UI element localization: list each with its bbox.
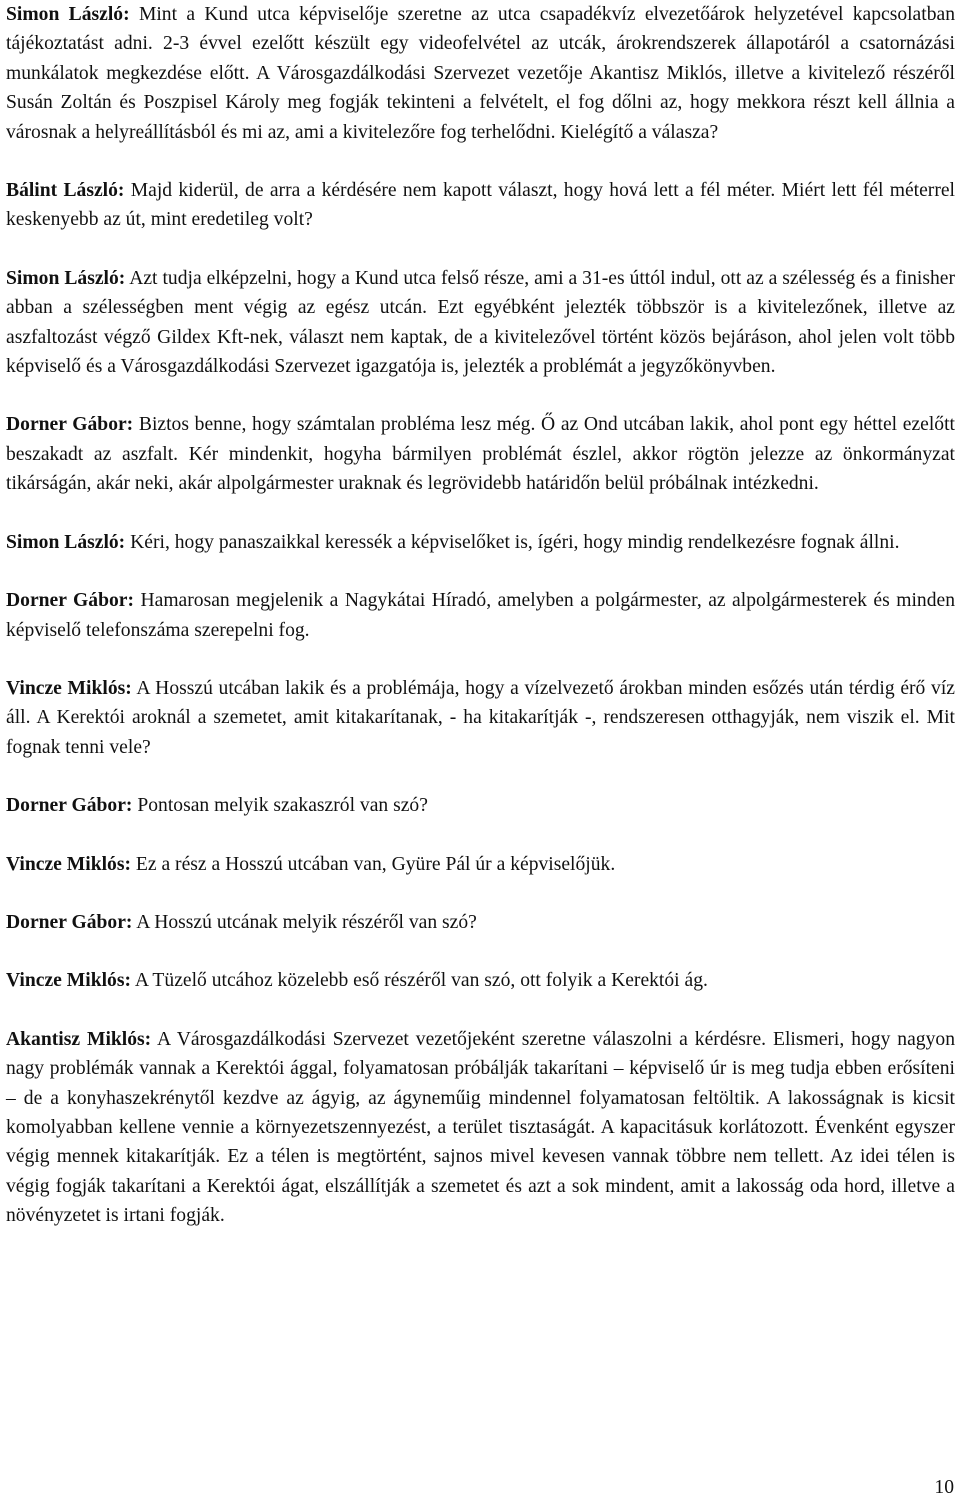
paragraph-8 bbox=[6, 791, 955, 820]
speaker-name: Dorner Gábor: bbox=[6, 795, 133, 817]
paragraph-text: Majd kiderül, de arra a kérdésére nem kapott választ, hogy hová lett a fél méter. Miért lett fél méterrel keskenyebb az út, mint eredetileg volt? bbox=[6, 180, 955, 231]
speaker-name: Vincze Miklós: bbox=[6, 970, 131, 992]
paragraph-text: Ez a rész a Hosszú utcában van, Gyüre Pál úr a képviselőjük. bbox=[135, 853, 616, 875]
paragraph-text: A Tüzelő utcához közelebb eső részéről van szó, ott folyik a Kerektói ág. bbox=[134, 970, 708, 992]
paragraph-text: Kéri, hogy panaszaikkal keressék a képviselőket is, ígéri, hogy mindig rendelkezésre fognak állni. bbox=[130, 531, 900, 553]
paragraph-11 bbox=[6, 966, 955, 995]
page-number: 10 bbox=[934, 1477, 954, 1498]
paragraph-text: A Hosszú utcában lakik és a problémája, hogy a vízelvezető árokban minden esőzés után térdig érő víz áll. A Kerektói aroknál a szemetet, amit kitakarítanak, - ha kitakarítják -, rendszeresen otthagyják, nem viszik el. Mit fognak tenni vele? bbox=[6, 677, 955, 758]
paragraph-9 bbox=[6, 850, 955, 879]
paragraph-text: Mint a Kund utca képviselője szeretne az utca csapadékvíz elvezetőárok helyzetével kapcsolatban tájékoztatást adni. 2-3 évvel ezelőtt készült egy videofelvétel az utcák, árokrendszerek állapotáról a csatornázási munkálatok megkezdése előtt. A Városgazdálkodási Szervezet vezetője Akantisz Miklós, illetve a kivitelező részéről Susán Zoltán és Poszpisel Károly meg fogják tekinteni a felvételt, el fog dőlni az, hogy mekkora részt kell állnia a városnak a helyreállításból és mi az, ami a kivitelezőre fog terhelődni. Kielégítő a válasza? bbox=[6, 4, 955, 143]
speaker-name: Vincze Miklós: bbox=[6, 853, 131, 875]
paragraph-text: Pontosan melyik szakaszról van szó? bbox=[137, 795, 428, 817]
paragraph-5 bbox=[6, 528, 955, 557]
speaker-name: Simon László: bbox=[6, 267, 126, 289]
paragraph-text: A Hosszú utcának melyik részéről van szó? bbox=[136, 911, 477, 933]
speaker-name: Dorner Gábor: bbox=[6, 414, 134, 436]
paragraph-text: Hamarosan megjelenik a Nagykátai Híradó, amelyben a polgármester, az alpolgármesterek és minden képviselő telefonszáma szerepelni fog. bbox=[6, 590, 955, 641]
paragraph-6 bbox=[6, 586, 955, 645]
speaker-name: Dorner Gábor: bbox=[6, 911, 133, 933]
paragraph-1 bbox=[6, 0, 955, 147]
document-page bbox=[6, 0, 955, 1260]
speaker-name: Vincze Miklós: bbox=[6, 677, 132, 699]
paragraph-text: Azt tudja elképzelni, hogy a Kund utca felső része, ami a 31-es úttól indul, ott az a szélesség és a finisher abban a szélességben ment végig az egész utcán. Ezt egyébként jelezték többször is a kivitelezőnek, illetve az aszfaltozást végző Gildex Kft-nek, választ nem kaptak, de a kivitelezővel történt közös bejáráson, ahol jelen volt több képviselő és a Városgazdálkodási Szervezet igazgatója is, jelezték a problémát a jegyzőkönyvben. bbox=[6, 267, 956, 378]
speaker-name: Simon László: bbox=[6, 4, 130, 25]
speaker-name: Dorner Gábor: bbox=[6, 590, 134, 612]
paragraph-2 bbox=[6, 176, 955, 235]
paragraph-7 bbox=[6, 674, 955, 762]
paragraph-12 bbox=[6, 1025, 955, 1231]
paragraph-3 bbox=[6, 264, 955, 382]
speaker-name: Simon László: bbox=[6, 531, 126, 553]
paragraph-text: A Városgazdálkodási Szervezet vezetőjeként szeretne válaszolni a kérdésre. Elismeri, hogy nagyon nagy problémák vannak a Kerektói ággal, folyamatosan próbálják takarítani – képviselő úr is meg tudja ebben erősíteni – de a konyhaszekrénytől kezdve az ágyig, az ágyneműig mindennel folyamatosan feltöltik. A lakosságnak is kicsit komolyabban kellene vennie a környezetszennyezést, a terület tisztaságát. A kapacitásuk korlátozott. Évenként egyszer végig mennek kitakarítják. Ez a télen is megtörtént, sajnos mivel kevesen vannak többre nem tellett. Az idei télen is végig fogják takarítani a Kerektói ágat, elszállítják a szemetet és azt a sok mindent, amit a lakosság oda hord, illetve a növényzetet is irtani fogják. bbox=[6, 1028, 955, 1227]
paragraph-4 bbox=[6, 410, 955, 498]
speaker-name: Bálint László: bbox=[6, 180, 125, 202]
paragraph-10 bbox=[6, 908, 955, 937]
paragraph-text: Biztos benne, hogy számtalan probléma lesz még. Ő az Ond utcában lakik, ahol pont egy héttel ezelőtt beszakadt az aszfalt. Kér mindenkit, hogyha bármilyen problémát észlel, akkor rögtön jelezze az önkormányzat tikárságán, akár neki, akár alpolgármester uraknak és legrövidebb határidőn belül próbálnak intézkedni. bbox=[6, 414, 955, 495]
speaker-name: Akantisz Miklós: bbox=[6, 1028, 152, 1050]
